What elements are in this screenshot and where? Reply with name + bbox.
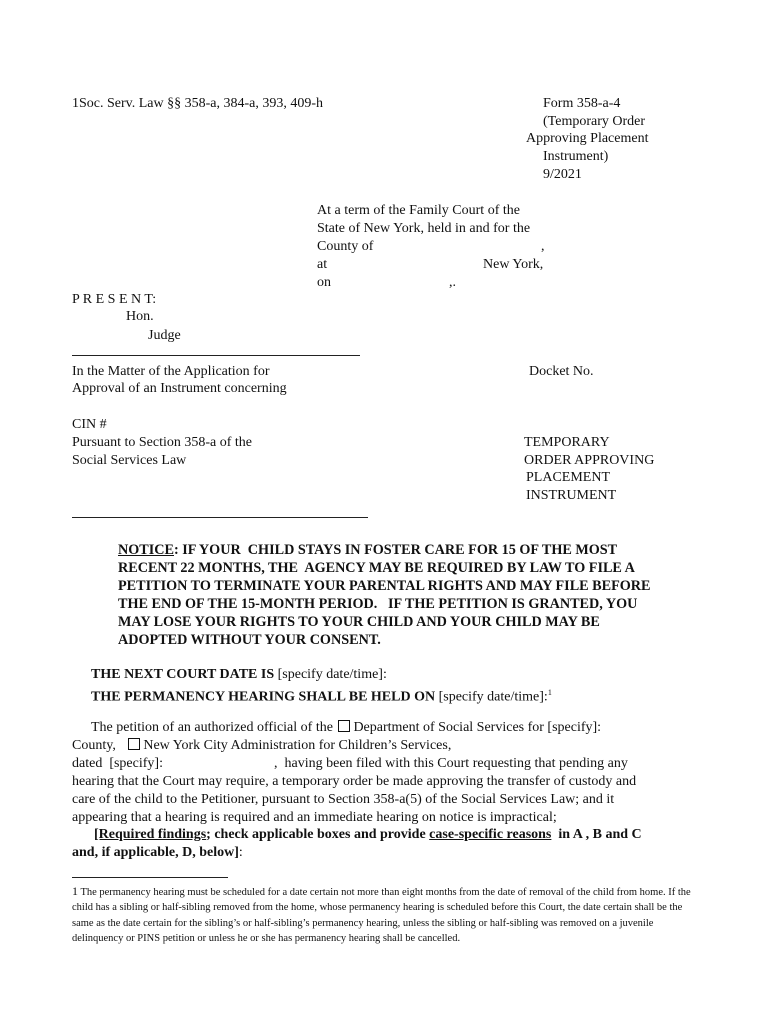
notice-line: THE END OF THE 15-MONTH PERIOD. IF THE PETITION IS GRANTED, YOU [118, 596, 638, 612]
body-line: County, New York City Administration for Children’s Services, [72, 738, 452, 753]
form-revision-date: 9/2021 [543, 167, 582, 182]
judge-label: Judge [148, 328, 181, 343]
cin-label: CIN # [72, 417, 107, 432]
on-end: ,. [449, 275, 456, 290]
next-court-date-value: [specify date/time]: [274, 667, 387, 682]
required-findings-line: [Required findings; check applicable boxes and provide case-specific reasons in A , B and C [94, 827, 642, 842]
caption-bottom-rule [72, 517, 368, 518]
form-title-line: Instrument) [543, 149, 609, 164]
form-title-line: Approving Placement [526, 131, 649, 146]
order-title-line: INSTRUMENT [526, 488, 617, 503]
caption-top-rule [72, 355, 360, 356]
statute-citation: 1Soc. Serv. Law §§ 358-a, 384-a, 393, 409-h [72, 96, 324, 111]
hon-label: Hon. [126, 309, 154, 324]
matter-line: In the Matter of the Application for [72, 364, 270, 379]
footnote-number: 1 [72, 884, 78, 898]
footnote-ref: 1 [547, 688, 552, 697]
on-label: on [317, 275, 331, 290]
at-state: New York, [483, 257, 544, 272]
acs-checkbox[interactable] [128, 738, 140, 750]
footnote-text: The permanency hearing must be scheduled for a date certain not more than eight months from the date of removal of the child from home. If the child has a sibling or half-sibling removed from the home, whose permanency hearing is scheduled before this Court, the date certain shall be the same as the date certain for the sibling’s or half-sibling’s permanency hearing, unless the sibling or half-sibling was removed on a juvenile delinquency or PINS petition or unless he or she has permanency hearing shall be cancelled. [72, 887, 691, 945]
notice-line: RECENT 22 MONTHS, THE AGENCY MAY BE REQUIRED BY LAW TO FILE A [118, 560, 635, 576]
order-title-line: ORDER APPROVING [524, 453, 655, 468]
at-label: at [317, 257, 328, 272]
order-title-line: TEMPORARY [524, 435, 610, 450]
notice-line: MAY LOSE YOUR RIGHTS TO YOUR CHILD AND YOUR CHILD MAY BE [118, 614, 600, 630]
present-label: P R E S E N T: [72, 292, 157, 307]
dss-checkbox[interactable] [338, 720, 350, 732]
court-term-line: State of New York, held in and for the [317, 221, 531, 236]
body-line: dated [specify]: [72, 756, 163, 771]
notice-line: NOTICE: IF YOUR CHILD STAYS IN FOSTER CARE FOR 15 OF THE MOST [118, 542, 618, 558]
body-line: , having been filed with this Court requesting that pending any [274, 756, 628, 771]
form-title-line: (Temporary Order [543, 114, 646, 129]
notice-line: ADOPTED WITHOUT YOUR CONSENT. [118, 632, 381, 648]
body-line: care of the child to the Petitioner, pursuant to Section 358-a(5) of the Social Services Law; and it [72, 792, 615, 807]
footnote-rule [72, 877, 228, 878]
pursuant-line: Pursuant to Section 358-a of the [72, 435, 253, 450]
pursuant-line: Social Services Law [72, 453, 187, 468]
next-court-date-label: THE NEXT COURT DATE IS [91, 667, 275, 682]
body-line: appearing that a hearing is required and an immediate hearing on notice is impractical; [72, 810, 557, 825]
county-comma: , [541, 239, 545, 254]
body-line: hearing that the Court may require, a temporary order be made approving the transfer of custody and [72, 774, 637, 789]
order-title-line: PLACEMENT [526, 470, 610, 485]
next-court-date-line [91, 666, 387, 684]
form-number: Form 358-a-4 [543, 96, 621, 111]
matter-line: Approval of an Instrument concerning [72, 381, 287, 396]
required-findings-line: and, if applicable, D, below]: [72, 845, 243, 860]
notice-label: NOTICE [118, 542, 174, 558]
county-label: County of [317, 239, 374, 254]
court-term-line: At a term of the Family Court of the [317, 203, 520, 218]
footnote [72, 884, 698, 947]
permanency-hearing-line [91, 684, 552, 707]
notice-line: PETITION TO TERMINATE YOUR PARENTAL RIGHTS AND MAY FILE BEFORE [118, 578, 651, 594]
permanency-hearing-label: THE PERMANENCY HEARING SHALL BE HELD ON [91, 689, 436, 705]
permanency-hearing-value: [specify date/time]: [435, 689, 548, 705]
body-line: The petition of an authorized official of the Department of Social Services for [specify]: [91, 720, 602, 735]
docket-label: Docket No. [529, 364, 594, 379]
